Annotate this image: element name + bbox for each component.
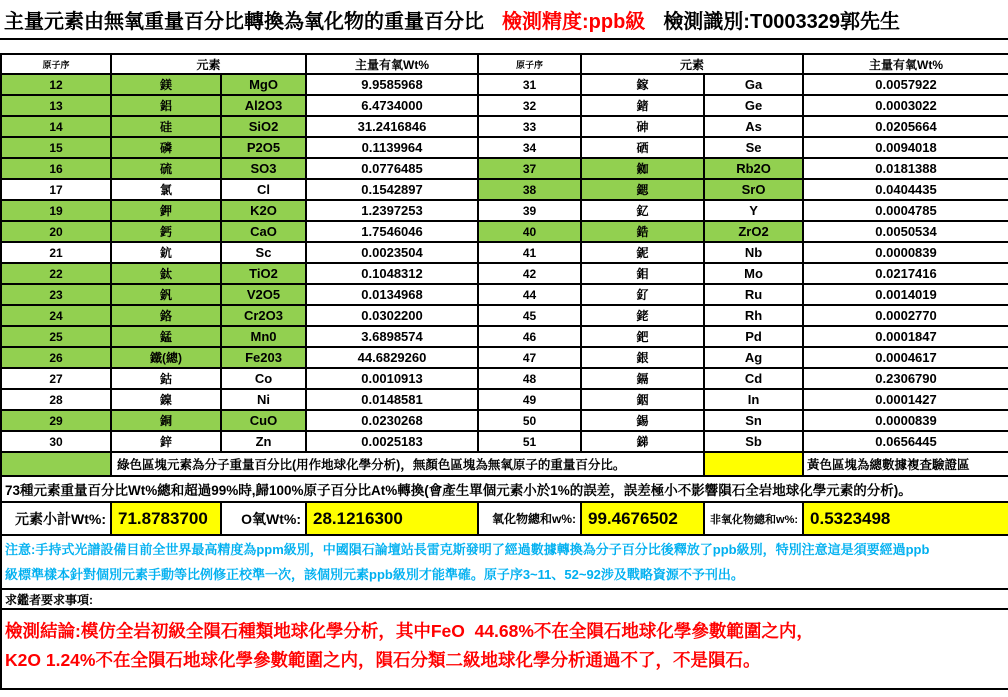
element-formula-cell: Sc (221, 242, 306, 263)
wt-value-cell: 0.1048312 (306, 263, 478, 284)
atomic-number-cell: 50 (478, 410, 581, 431)
element-name-cell: 銦 (581, 389, 704, 410)
element-name-cell: 硒 (581, 137, 704, 158)
element-formula-cell: V2O5 (221, 284, 306, 305)
wt-value-cell: 0.1542897 (306, 179, 478, 200)
element-formula-cell: Pd (704, 326, 803, 347)
wt-value-cell: 0.0003022 (803, 95, 1008, 116)
element-name-cell: 銠 (581, 305, 704, 326)
wt-value-cell: 0.0010913 (306, 368, 478, 389)
atomic-number-cell: 39 (478, 200, 581, 221)
oxide-total-value: 99.4676502 (581, 502, 704, 535)
atomic-number-cell: 27 (1, 368, 111, 389)
table-row (1, 200, 1008, 221)
element-formula-cell: Cl (221, 179, 306, 200)
element-name-cell: 鋅 (111, 431, 221, 452)
requester-row (1, 589, 1008, 609)
element-formula-cell: Mo (704, 263, 803, 284)
atomic-number-cell: 14 (1, 116, 111, 137)
element-formula-cell: TiO2 (221, 263, 306, 284)
atomic-number-cell: 33 (478, 116, 581, 137)
table-row (1, 221, 1008, 242)
atomic-number-cell: 38 (478, 179, 581, 200)
element-formula-cell: Sb (704, 431, 803, 452)
element-name-cell: 鎂 (111, 74, 221, 95)
element-name-cell: 鉻 (111, 305, 221, 326)
conclusion-line2: K2O 1.24%不在全隕石地球化學參數範圍之内，隕石分類二級地球化學分析通過不了，不是隕石。 (5, 650, 761, 670)
wt-value-cell: 3.6898574 (306, 326, 478, 347)
element-formula-cell: MgO (221, 74, 306, 95)
element-name-cell: 鍶 (581, 179, 704, 200)
element-name-cell: 鈀 (581, 326, 704, 347)
wt-value-cell: 0.0181388 (803, 158, 1008, 179)
element-name-cell: 硅 (111, 116, 221, 137)
element-name-cell: 磷 (111, 137, 221, 158)
atomic-number-cell: 45 (478, 305, 581, 326)
element-name-cell: 鎳 (111, 389, 221, 410)
atomic-number-cell: 16 (1, 158, 111, 179)
element-name-cell: 錳 (111, 326, 221, 347)
atomic-number-cell: 17 (1, 179, 111, 200)
wt-value-cell: 0.0776485 (306, 158, 478, 179)
wt-value-cell: 0.0134968 (306, 284, 478, 305)
element-formula-cell: Mn0 (221, 326, 306, 347)
conclusion-text (1, 609, 1008, 689)
element-name-cell: 鋁 (111, 95, 221, 116)
element-formula-cell: ZrO2 (704, 221, 803, 242)
table-row (1, 263, 1008, 284)
atomic-number-cell: 41 (478, 242, 581, 263)
atomic-number-cell: 28 (1, 389, 111, 410)
element-formula-cell: Co (221, 368, 306, 389)
wt-value-cell: 1.2397253 (306, 200, 478, 221)
wt-value-cell: 0.0148581 (306, 389, 478, 410)
atomic-number-cell: 31 (478, 74, 581, 95)
conclusion-line1: 檢測結論:模仿全岩初級全隕石種類地球化學分析，其中FeO 44.68%不在全隕石地球化學參數範圍之内， (5, 621, 814, 641)
element-formula-cell: Ge (704, 95, 803, 116)
element-name-cell: 釔 (581, 200, 704, 221)
wt-value-cell: 6.4734000 (306, 95, 478, 116)
element-formula-cell: CuO (221, 410, 306, 431)
col-header-atomic-right: 原子序 (478, 54, 581, 74)
element-formula-cell: Ga (704, 74, 803, 95)
col-header-element-right: 元素 (581, 54, 803, 74)
attention-note-row (1, 535, 1008, 589)
table-header-row (1, 54, 1008, 74)
atomic-number-cell: 20 (1, 221, 111, 242)
legend-yellow-swatch (704, 452, 803, 476)
atomic-number-cell: 40 (478, 221, 581, 242)
title-main: 主量元素由無氧重量百分比轉換為氧化物的重量百分比 (4, 10, 484, 33)
atomic-number-cell: 49 (478, 389, 581, 410)
table-row (1, 137, 1008, 158)
table-row (1, 74, 1008, 95)
atomic-number-cell: 32 (478, 95, 581, 116)
element-subtotal-value: 71.8783700 (111, 502, 221, 535)
atomic-number-cell: 48 (478, 368, 581, 389)
table-row (1, 368, 1008, 389)
atomic-number-cell: 42 (478, 263, 581, 284)
legend-green-swatch (1, 452, 111, 476)
element-formula-cell: Rh (704, 305, 803, 326)
table-row (1, 431, 1008, 452)
atomic-number-cell: 30 (1, 431, 111, 452)
table-row (1, 305, 1008, 326)
table-row (1, 116, 1008, 137)
element-formula-cell: Al2O3 (221, 95, 306, 116)
element-formula-cell: Fe203 (221, 347, 306, 368)
atomic-number-cell: 12 (1, 74, 111, 95)
attention-note-line1: 注意:手持式光譜設備目前全世界最高精度為ppm級別，中國隕石論壇站長雷克斯發明了經過數據轉換為分子百分比後釋放了ppb級別，特別注意這是須要經過ppb (5, 542, 930, 557)
col-header-element-left: 元素 (111, 54, 306, 74)
table-row (1, 179, 1008, 200)
atomic-number-cell: 46 (478, 326, 581, 347)
element-name-cell: 鈷 (111, 368, 221, 389)
title-detection-id: 檢測識別:T0003329郭先生 (663, 10, 901, 33)
element-name-cell: 錫 (581, 410, 704, 431)
element-analysis-table (0, 53, 1008, 690)
element-formula-cell: Cd (704, 368, 803, 389)
element-formula-cell: Rb2O (704, 158, 803, 179)
element-name-cell: 鐵(總) (111, 347, 221, 368)
element-name-cell: 銻 (581, 431, 704, 452)
element-name-cell: 銀 (581, 347, 704, 368)
element-subtotal-label: 元素小計Wt%: (1, 502, 111, 535)
col-header-wt-right: 主量有氧Wt% (803, 54, 1008, 74)
wt-value-cell: 0.0404435 (803, 179, 1008, 200)
table-row (1, 389, 1008, 410)
atomic-number-cell: 24 (1, 305, 111, 326)
atomic-number-cell: 47 (478, 347, 581, 368)
element-name-cell: 鈧 (111, 242, 221, 263)
element-formula-cell: Se (704, 137, 803, 158)
oxygen-wt-value: 28.1216300 (306, 502, 478, 535)
wt-value-cell: 31.2416846 (306, 116, 478, 137)
col-header-wt-left: 主量有氧Wt% (306, 54, 478, 74)
wt-value-cell: 0.0217416 (803, 263, 1008, 284)
atomic-number-cell: 29 (1, 410, 111, 431)
element-formula-cell: Ni (221, 389, 306, 410)
wt-value-cell: 0.0656445 (803, 431, 1008, 452)
element-name-cell: 鈦 (111, 263, 221, 284)
element-name-cell: 鍺 (581, 95, 704, 116)
element-name-cell: 鈮 (581, 242, 704, 263)
element-formula-cell: CaO (221, 221, 306, 242)
atomic-number-cell: 13 (1, 95, 111, 116)
table-row (1, 242, 1008, 263)
requester-note: 求鑑者要求事項: (1, 589, 1008, 609)
element-formula-cell: K2O (221, 200, 306, 221)
element-name-cell: 硫 (111, 158, 221, 179)
atomic-number-cell: 19 (1, 200, 111, 221)
conclusion-row (1, 609, 1008, 689)
element-formula-cell: Cr2O3 (221, 305, 306, 326)
atomic-number-cell: 37 (478, 158, 581, 179)
wt-value-cell: 1.7546046 (306, 221, 478, 242)
conversion-note: 73種元素重量百分比Wt%總和超過99%時,歸100%原子百分比At%轉換(會產生單個元素小於1%的誤差，誤差極小不影響隕石全岩地球化學元素的分析)。 (1, 476, 1008, 502)
element-name-cell: 鋯 (581, 221, 704, 242)
wt-value-cell: 0.0001847 (803, 326, 1008, 347)
element-name-cell: 釩 (111, 284, 221, 305)
oxygen-wt-label: O氧Wt%: (221, 502, 306, 535)
atomic-number-cell: 22 (1, 263, 111, 284)
non-oxide-total-value: 0.5323498 (803, 502, 1008, 535)
element-name-cell: 鉬 (581, 263, 704, 284)
element-formula-cell: Y (704, 200, 803, 221)
legend-green-note: 綠色區塊元素為分子重量百分比(用作地球化學分析)，無顏色區塊為無氧原子的重量百分比。 (111, 452, 704, 476)
table-row (1, 326, 1008, 347)
element-name-cell: 銣 (581, 158, 704, 179)
element-formula-cell: SO3 (221, 158, 306, 179)
atomic-number-cell: 34 (478, 137, 581, 158)
wt-value-cell: 0.0004785 (803, 200, 1008, 221)
wt-value-cell: 0.0000839 (803, 410, 1008, 431)
wt-value-cell: 44.6829260 (306, 347, 478, 368)
element-name-cell: 氯 (111, 179, 221, 200)
wt-value-cell: 0.0004617 (803, 347, 1008, 368)
element-formula-cell: Ag (704, 347, 803, 368)
attention-note-line2: 級標準樣本針對個別元素手動等比例修正校準一次，該個別元素ppb級別才能準確。原子序3~11、52~92涉及戰略資源不予刊出。 (5, 567, 744, 582)
table-row (1, 410, 1008, 431)
conversion-note-row (1, 476, 1008, 502)
element-name-cell: 銅 (111, 410, 221, 431)
wt-value-cell: 0.0205664 (803, 116, 1008, 137)
table-row (1, 158, 1008, 179)
wt-value-cell: 0.0014019 (803, 284, 1008, 305)
atomic-number-cell: 26 (1, 347, 111, 368)
non-oxide-total-label: 非氧化物總和w%: (704, 502, 803, 535)
wt-value-cell: 0.1139964 (306, 137, 478, 158)
legend-row (1, 452, 1008, 476)
wt-value-cell: 0.0057922 (803, 74, 1008, 95)
atomic-number-cell: 25 (1, 326, 111, 347)
element-name-cell: 鈣 (111, 221, 221, 242)
element-formula-cell: SiO2 (221, 116, 306, 137)
element-name-cell: 鎵 (581, 74, 704, 95)
legend-yellow-note: 黃色區塊為總數據複查驗證區 (803, 452, 1008, 476)
wt-value-cell: 0.0001427 (803, 389, 1008, 410)
wt-value-cell: 0.0002770 (803, 305, 1008, 326)
element-formula-cell: In (704, 389, 803, 410)
element-formula-cell: As (704, 116, 803, 137)
atomic-number-cell: 51 (478, 431, 581, 452)
oxide-total-label: 氧化物總和w%: (478, 502, 581, 535)
attention-note (1, 535, 1008, 589)
wt-value-cell: 0.0302200 (306, 305, 478, 326)
table-row (1, 95, 1008, 116)
wt-value-cell: 9.9585968 (306, 74, 478, 95)
element-formula-cell: Ru (704, 284, 803, 305)
wt-value-cell: 0.0230268 (306, 410, 478, 431)
element-formula-cell: Zn (221, 431, 306, 452)
wt-value-cell: 0.0000839 (803, 242, 1008, 263)
col-header-atomic-left: 原子序 (1, 54, 111, 74)
element-name-cell: 鎘 (581, 368, 704, 389)
element-formula-cell: P2O5 (221, 137, 306, 158)
element-name-cell: 鉀 (111, 200, 221, 221)
atomic-number-cell: 15 (1, 137, 111, 158)
wt-value-cell: 0.0050534 (803, 221, 1008, 242)
wt-value-cell: 0.2306790 (803, 368, 1008, 389)
element-formula-cell: Sn (704, 410, 803, 431)
atomic-number-cell: 44 (478, 284, 581, 305)
wt-value-cell: 0.0025183 (306, 431, 478, 452)
element-name-cell: 釕 (581, 284, 704, 305)
table-row (1, 284, 1008, 305)
element-formula-cell: Nb (704, 242, 803, 263)
wt-value-cell: 0.0023504 (306, 242, 478, 263)
totals-row (1, 502, 1008, 535)
title-precision: 檢測精度:ppb級 (502, 10, 646, 33)
element-name-cell: 砷 (581, 116, 704, 137)
wt-value-cell: 0.0094018 (803, 137, 1008, 158)
table-row (1, 347, 1008, 368)
element-formula-cell: SrO (704, 179, 803, 200)
atomic-number-cell: 21 (1, 242, 111, 263)
page-title (0, 0, 1008, 40)
atomic-number-cell: 23 (1, 284, 111, 305)
